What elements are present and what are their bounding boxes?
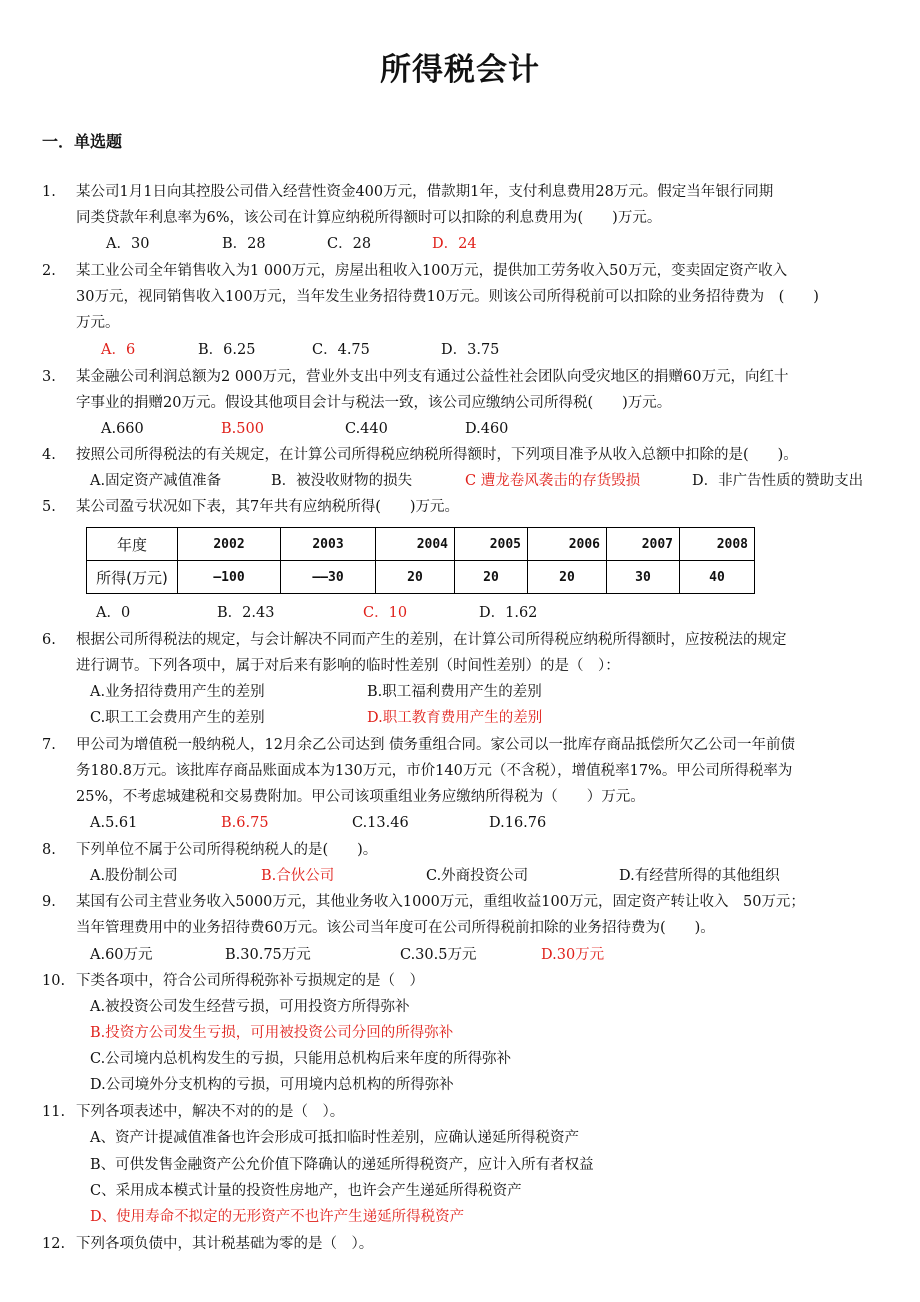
question-text: 甲公司为增值税一般纳税人，12月余乙公司达到 债务重组合同。家公司以一批库存商品抵偿所欠乙公司一年前债 — [76, 737, 796, 753]
question-text: 下列各项负债中，其计税基础为零的是（ ）。 — [76, 1236, 374, 1252]
table-cell-value: 40 — [680, 561, 755, 594]
option-c-answer: C 遭龙卷风袭击的存货毁损 — [465, 473, 641, 489]
question-text: 同类贷款年利息率为6%，该公司在计算应纳税所得额时可以扣除的利息费用为( )万元。 — [76, 210, 662, 226]
question-text: 根据公司所得税法的规定，与会计解决不同而产生的差别，在计算公司所得税应纳税所得额时，应按税法的规定 — [76, 632, 787, 648]
table-cell-year: 2008 — [680, 528, 755, 561]
table-row — [87, 528, 755, 561]
option-a: A．0 — [96, 605, 131, 621]
option-d: D．非广告性质的赞助支出 — [692, 473, 864, 489]
option-c-answer: C．10 — [363, 605, 408, 621]
option-a: A．30 — [106, 236, 150, 252]
option-b-answer: B.合伙公司 — [261, 868, 335, 884]
question-text: 下类各项中，符合公司所得税弥补亏损规定的是（ ） — [76, 973, 424, 989]
option-b: B、可供发售金融资产公允价值下降确认的递延所得税资产，应计入所有者权益 — [90, 1157, 594, 1173]
table-cell-value: ——30 — [281, 561, 376, 594]
option-b: B．2.43 — [217, 605, 275, 621]
question-text: 某公司1月1日向其控股公司借入经营性资金400万元，借款期1年，支付利息费用28万元。假定当年银行同期 — [76, 184, 774, 200]
profit-loss-table — [86, 527, 755, 594]
option-c: C.13.46 — [352, 815, 409, 831]
option-d: D.460 — [465, 421, 509, 437]
option-c: C．28 — [327, 236, 372, 252]
option-c: C.职工工会费用产生的差别 — [90, 710, 265, 726]
question-text: 字事业的捐赠20万元。假设其他项目会计与税法一致，该公司应缴纳公司所得税( )万元。 — [76, 395, 672, 411]
option-d-answer: D、使用寿命不拟定的无形资产不也许产生递延所得税资产 — [90, 1209, 465, 1225]
question-number: 5. — [42, 499, 56, 515]
question-text: 进行调节。下列各项中，属于对后来有影响的临时性差别（时间性差别）的是（ ）： — [76, 658, 620, 674]
option-d: D.16.76 — [489, 815, 547, 831]
option-d-answer: D.职工教育费用产生的差别 — [367, 710, 543, 726]
option-a: A.5.61 — [90, 815, 138, 831]
option-c: C.30.5万元 — [400, 947, 477, 963]
question-text: 某工业公司全年销售收入为1 000万元，房屋出租收入100万元，提供加工劳务收入50万元，变卖固定资产收入 — [76, 263, 788, 279]
question-number: 1. — [42, 184, 56, 200]
option-b: B.职工福利费用产生的差别 — [367, 684, 542, 700]
table-cell-year: 2002 — [178, 528, 281, 561]
table-cell-value: 30 — [607, 561, 680, 594]
option-c: C、采用成本模式计量的投资性房地产，也许会产生递延所得税资产 — [90, 1183, 522, 1199]
question-text: 当年管理费用中的业务招待费60万元。该公司当年度可在公司所得税前扣除的业务招待费为( )。 — [76, 920, 715, 936]
document-title: 所得税会计 — [380, 52, 540, 88]
question-text: 25%，不考虑城建税和交易费附加。甲公司该项重组业务应缴纳所得税为（ ）万元。 — [76, 789, 645, 805]
option-d-answer: D.30万元 — [541, 947, 605, 963]
question-text: 30万元，视同销售收入100万元，当年发生业务招待费10万元。则该公司所得税前可以扣除的业务招待费为 ( ) — [76, 289, 819, 305]
question-number: 10. — [42, 973, 66, 989]
option-a: A、资产计提减值准备也许会形成可抵扣临时性差别，应确认递延所得税资产 — [90, 1130, 579, 1146]
option-b: B．6.25 — [198, 342, 256, 358]
question-text: 下列单位不属于公司所得税纳税人的是( )。 — [76, 842, 378, 858]
option-b: B．被没收财物的损失 — [271, 473, 413, 489]
question-number: 6. — [42, 632, 56, 648]
question-text: 某金融公司利润总额为2 000万元，营业外支出中列支有通过公益性社会团队向受灾地区的捐赠60万元，向红十 — [76, 369, 789, 385]
option-a: A.660 — [101, 421, 144, 437]
option-a: A.被投资公司发生经营亏损，可用投资方所得弥补 — [90, 999, 410, 1015]
question-number: 2. — [42, 263, 56, 279]
question-number: 3. — [42, 369, 56, 385]
table-row — [87, 561, 755, 594]
option-c: C.440 — [345, 421, 388, 437]
question-number: 9. — [42, 894, 56, 910]
option-c: C.公司境内总机构发生的亏损，只能用总机构后来年度的所得弥补 — [90, 1051, 512, 1067]
option-d: D．3.75 — [441, 342, 500, 358]
option-c: C.外商投资公司 — [426, 868, 529, 884]
table-cell-value: 20 — [455, 561, 528, 594]
option-b-answer: B.6.75 — [221, 815, 269, 831]
question-number: 7. — [42, 737, 56, 753]
question-number: 8. — [42, 842, 56, 858]
option-a: A.固定资产减值准备 — [90, 473, 222, 489]
question-text: 某公司盈亏状况如下表，其7年共有应纳税所得( )万元。 — [76, 499, 460, 515]
option-d: D.公司境外分支机构的亏损，可用境内总机构的所得弥补 — [90, 1077, 454, 1093]
table-cell-value: —100 — [178, 561, 281, 594]
option-b: B．28 — [222, 236, 266, 252]
table-cell-value: 20 — [528, 561, 607, 594]
table-cell-year: 2005 — [455, 528, 528, 561]
option-c: C．4.75 — [312, 342, 370, 358]
question-number: 12. — [42, 1236, 66, 1252]
option-d: D．1.62 — [479, 605, 538, 621]
question-text: 下列各项表述中，解决不对的的是（ ）。 — [76, 1104, 345, 1120]
table-cell-year: 2007 — [607, 528, 680, 561]
option-b: B.30.75万元 — [225, 947, 311, 963]
question-text: 万元。 — [76, 315, 120, 331]
section-heading: 一．单选题 — [42, 132, 123, 151]
option-d: D.有经营所得的其他组织 — [619, 868, 780, 884]
table-cell-year: 2004 — [376, 528, 455, 561]
question-number: 11. — [42, 1104, 66, 1120]
table-cell-year: 2006 — [528, 528, 607, 561]
table-cell-value: 20 — [376, 561, 455, 594]
table-header-income: 所得(万元) — [87, 561, 178, 594]
option-b-answer: B.500 — [221, 421, 264, 437]
question-number: 4. — [42, 447, 56, 463]
question-text: 某国有公司主营业务收入5000万元，其他业务收入1000万元，重组收益100万元，固定资产转让收入 50万元； — [76, 894, 805, 910]
table-header-year: 年度 — [87, 528, 178, 561]
option-d-answer: D．24 — [432, 236, 477, 252]
option-a: A.60万元 — [90, 947, 153, 963]
option-b-answer: B.投资方公司发生亏损，可用被投资公司分回的所得弥补 — [90, 1025, 454, 1041]
table-cell-year: 2003 — [281, 528, 376, 561]
option-a-answer: A．6 — [101, 342, 136, 358]
question-text: 务180.8万元。该批库存商品账面成本为130万元，市价140万元（不含税），增值税率17%。甲公司所得税率为 — [76, 763, 793, 779]
question-text: 按照公司所得税法的有关规定，在计算公司所得税应纳税所得额时，下列项目准予从收入总额中扣除的是( )。 — [76, 447, 798, 463]
option-a: A.业务招待费用产生的差别 — [90, 684, 265, 700]
option-a: A.股份制公司 — [90, 868, 178, 884]
